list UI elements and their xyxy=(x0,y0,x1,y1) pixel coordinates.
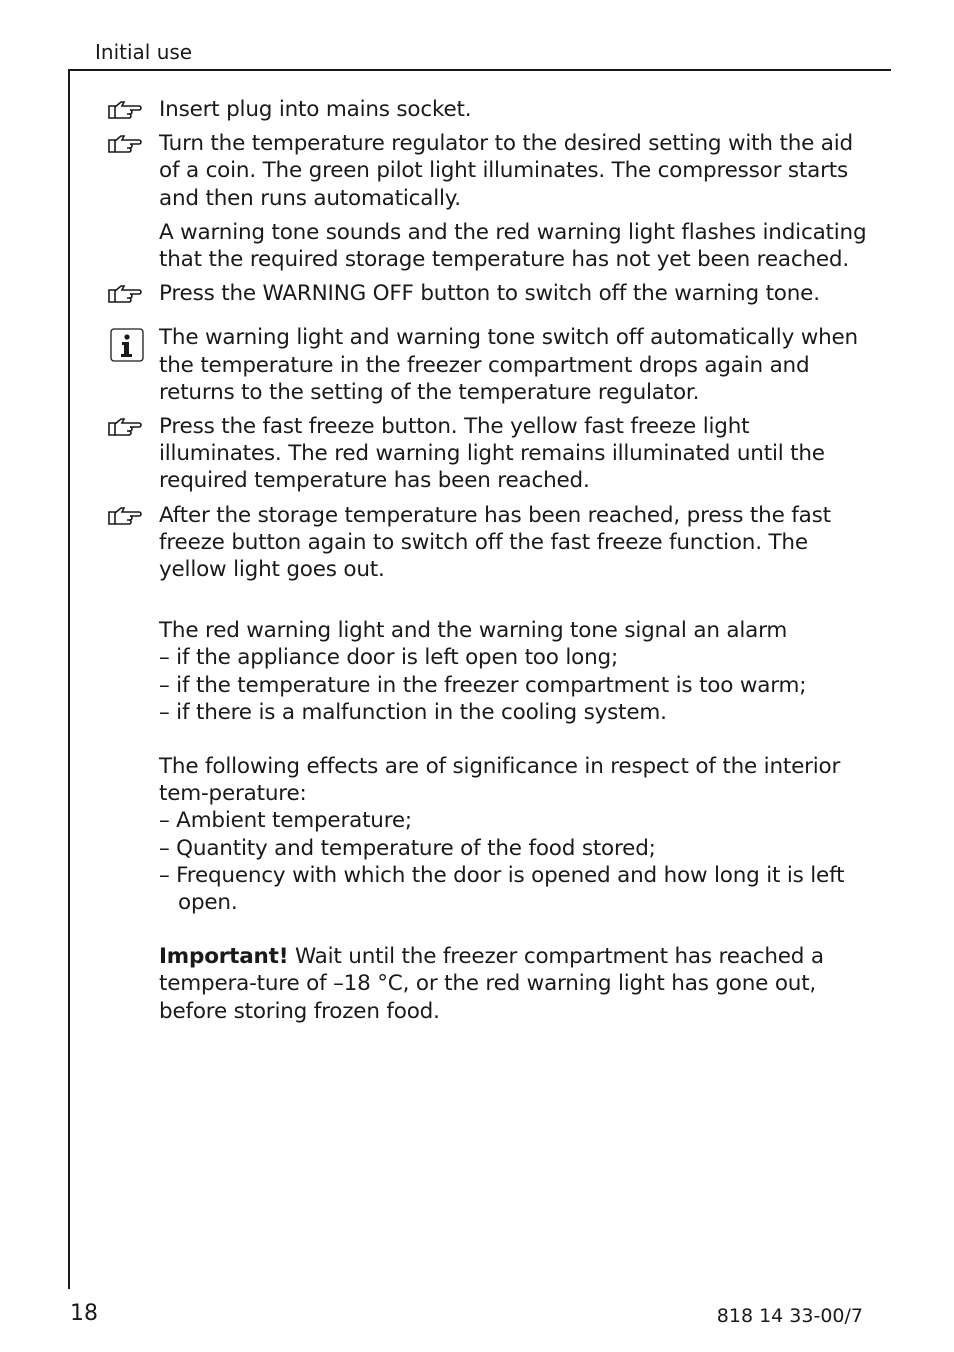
pointing-hand-icon xyxy=(107,134,143,154)
header-rule xyxy=(69,69,891,71)
effects-list-item: – Ambient temperature; xyxy=(159,808,412,834)
margin-rule xyxy=(68,69,70,1289)
step-text: Turn the temperature regulator to the desired setting with the aid of a coin. The green pilot light illuminates. The compressor starts and then runs automatically. xyxy=(159,131,853,211)
pointing-hand-icon xyxy=(107,506,143,526)
main-content xyxy=(159,96,871,1025)
step-text: Insert plug into mains socket. xyxy=(159,97,472,122)
page-number: 18 xyxy=(70,1301,98,1326)
document-code: 818 14 33-00/7 xyxy=(716,1305,863,1327)
effects-list-item: – Quantity and temperature of the food stored; xyxy=(159,835,656,861)
effects-intro: The following effects are of significance in respect of the interior tem-perature: xyxy=(159,754,841,807)
step-item xyxy=(159,280,871,307)
warning-note: A warning tone sounds and the red warning light flashes indicating that the required storage temperature has not yet been reached. xyxy=(159,219,867,273)
step-item xyxy=(159,96,871,123)
alarm-list-item: – if the appliance door is left open too long; xyxy=(159,645,618,671)
important-label: Important! xyxy=(159,944,289,970)
step-text: Press the fast freeze button. The yellow fast freeze light illuminates. The red warning light remains illuminated until the required temperature has been reached. xyxy=(159,414,825,494)
info-icon xyxy=(110,328,144,362)
info-text: The warning light and warning tone switch off automatically when the temperature in the freezer compartment drops again and returns to the setting of the temperature regulator. xyxy=(159,325,858,405)
pointing-hand-icon xyxy=(107,100,143,120)
alarm-list-item: – if the temperature in the freezer compartment is too warm; xyxy=(159,672,807,698)
important-note xyxy=(159,943,871,1025)
step-text: Press the WARNING OFF button to switch off the warning tone. xyxy=(159,281,820,307)
step-text: After the storage temperature has been reached, press the fast freeze button again to switch off the fast freeze function. The yellow light goes out. xyxy=(159,502,831,583)
alarm-list-item: – if there is a malfunction in the cooling system. xyxy=(159,699,667,725)
alarm-intro: The red warning light and the warning tone signal an alarm xyxy=(159,618,788,644)
step-item xyxy=(159,130,871,212)
section-header: Initial use xyxy=(95,40,193,64)
effects-section xyxy=(159,753,871,916)
pointing-hand-icon xyxy=(107,284,143,304)
step-item xyxy=(159,413,871,495)
pointing-hand-icon xyxy=(107,417,143,437)
important-text: Wait until the freezer compartment has reached a tempera-ture of –18 °C, or the red warning light has gone out, before storing frozen food. xyxy=(159,944,824,1024)
info-note xyxy=(159,324,871,406)
effects-list-item: – Frequency with which the door is opened and how long it is left open. xyxy=(159,862,845,916)
alarm-section xyxy=(159,617,871,726)
step-item xyxy=(159,502,871,584)
